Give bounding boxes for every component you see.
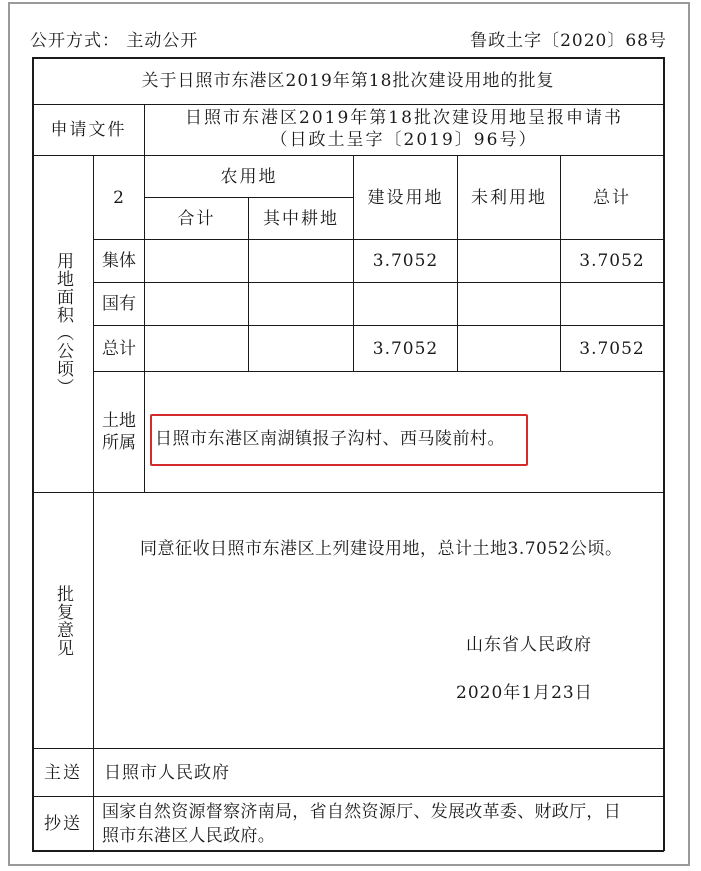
cc-label: 抄送	[44, 813, 82, 834]
cc-line-2: 照市东港区人民政府。	[102, 826, 275, 846]
publish-method-label: 公开方式：	[30, 31, 120, 51]
row-cultivated	[249, 283, 353, 325]
row-name: 国有	[102, 294, 136, 314]
row-subtotal	[145, 283, 248, 325]
row-cultivated	[249, 240, 353, 282]
row-subtotal	[145, 240, 248, 282]
header-cultivated: 其中耕地	[263, 208, 339, 229]
approval-text: 同意征收日照市东港区上列建设用地，总计土地3.7052公顷。	[140, 539, 623, 559]
header-unused: 未利用地	[471, 187, 547, 208]
row-name: 总计	[102, 338, 136, 359]
row-total: 3.7052	[579, 251, 645, 271]
publish-method	[30, 26, 198, 51]
row-total: 3.7052	[579, 338, 645, 359]
row-unused	[458, 240, 560, 282]
main-recipient-value: 日照市人民政府	[104, 763, 230, 783]
row-total	[561, 283, 663, 325]
application-label: 申请文件	[50, 120, 127, 140]
row-construction	[354, 283, 457, 325]
row-unused	[458, 326, 560, 371]
ownership-label-line-1: 土地	[102, 411, 136, 431]
header-construction: 建设用地	[367, 187, 444, 208]
application-line-1: 日照市东港区2019年第18批次建设用地呈报申请书	[185, 108, 623, 128]
land-area-label: 用地面积（公顷）	[53, 252, 73, 396]
cc-line-1: 国家自然资源督察济南局，省自然资源厅、发展改革委、财政厅，日	[102, 802, 621, 822]
ownership-label	[94, 372, 144, 492]
table-corner-number: 2	[113, 187, 125, 208]
header-agricultural: 农用地	[220, 166, 278, 187]
cc-value	[102, 800, 662, 848]
land-area-label-cell	[33, 156, 93, 492]
row-name: 集体	[102, 251, 136, 271]
approval-issuer: 山东省人民政府	[466, 635, 592, 655]
row-subtotal	[145, 326, 248, 371]
ownership-label-line-2: 所属	[102, 433, 136, 453]
approval-label-cell	[33, 493, 93, 748]
row-cultivated	[249, 326, 353, 371]
main-recipient-label: 主送	[44, 762, 82, 783]
application-document	[145, 105, 663, 155]
header-subtotal: 合计	[177, 208, 216, 229]
row-construction: 3.7052	[372, 338, 439, 359]
approval-date: 2020年1月23日	[456, 683, 593, 703]
document-title: 关于日照市东港区2019年第18批次建设用地的批复	[141, 71, 555, 91]
document-number: 鲁政土字〔2020〕68号	[470, 31, 667, 51]
row-construction: 3.7052	[372, 251, 439, 271]
approval-label: 批复意见	[53, 584, 73, 657]
header-total: 总计	[593, 187, 631, 208]
row-unused	[458, 283, 560, 325]
ownership-value: 日照市东港区南湖镇报子沟村、西马陵前村。	[155, 429, 505, 449]
highlight-box	[150, 414, 528, 466]
publish-method-value: 主动公开	[126, 31, 199, 51]
application-line-2: （日政土呈字〔2019〕96号）	[270, 130, 538, 150]
